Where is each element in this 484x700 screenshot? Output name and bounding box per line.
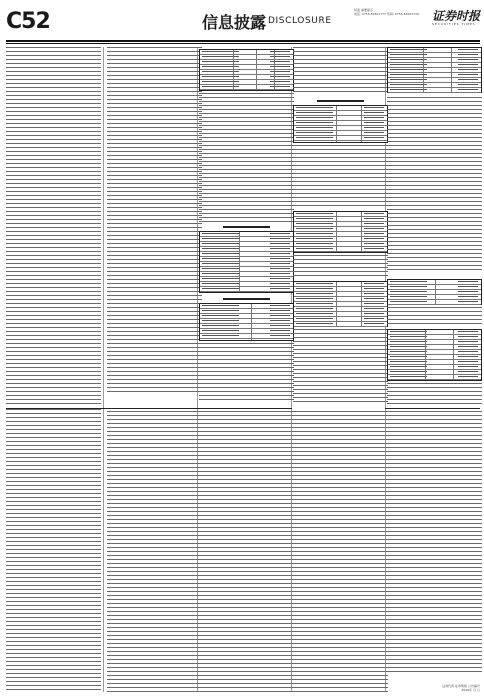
data-table xyxy=(199,49,294,91)
body-text-block xyxy=(387,411,482,673)
column-divider xyxy=(103,47,104,692)
data-table xyxy=(387,279,482,305)
section-title: 信息披露 xyxy=(202,13,267,32)
masthead xyxy=(0,0,484,42)
table-column-line xyxy=(435,280,436,304)
body-text-block xyxy=(293,329,388,403)
table-column-line xyxy=(423,48,424,92)
table-row xyxy=(200,287,293,292)
table-row xyxy=(388,375,481,380)
table-row xyxy=(200,334,293,339)
table-column-line xyxy=(336,212,337,252)
text-column xyxy=(293,47,388,692)
data-table xyxy=(293,105,388,143)
table-column-line xyxy=(336,282,337,326)
data-table xyxy=(387,47,482,93)
meta-line: 版面 重要提示 xyxy=(354,8,373,12)
body-text-block xyxy=(293,255,388,277)
table-column-line xyxy=(233,50,234,90)
table-caption xyxy=(199,297,294,301)
masthead-meta xyxy=(354,8,440,16)
text-column xyxy=(199,47,294,692)
body-text-block xyxy=(199,411,294,692)
table-caption xyxy=(293,99,388,103)
page-number: C52 xyxy=(6,9,50,34)
table-row xyxy=(200,85,293,90)
table-row xyxy=(294,136,387,141)
table-column-line xyxy=(361,106,362,142)
table-column-line xyxy=(361,212,362,252)
body-text-block xyxy=(387,383,482,405)
body-text-block xyxy=(387,97,482,273)
text-column xyxy=(387,47,482,692)
newspaper-logo: 证券时报 xyxy=(432,9,481,23)
newspaper-logo-sub: SECURITIES TIMES xyxy=(432,22,476,26)
table-row xyxy=(294,322,387,327)
body-text-block xyxy=(199,343,294,403)
page-footer xyxy=(386,684,480,692)
data-table xyxy=(199,231,294,293)
body-text-block xyxy=(293,47,388,95)
footer-line: 2020年 月 日 xyxy=(461,688,480,692)
body-text-block xyxy=(107,411,202,692)
header-rule xyxy=(6,43,480,44)
table-caption xyxy=(199,225,294,229)
body-text-block xyxy=(387,307,482,325)
table-column-line xyxy=(425,330,426,380)
body-text-block xyxy=(293,145,388,207)
body-text-block xyxy=(6,47,101,405)
data-table xyxy=(293,281,388,327)
table-column-line xyxy=(251,304,252,340)
body-text-block xyxy=(293,411,388,692)
footer-line: 证券代码 证券简称 公告编号 xyxy=(442,684,480,688)
table-column-line xyxy=(361,282,362,326)
table-column-line xyxy=(336,106,337,142)
header-rule xyxy=(6,40,480,42)
table-column-line xyxy=(451,48,452,92)
table-column-line xyxy=(453,330,454,380)
text-column xyxy=(107,47,202,692)
table-column-line xyxy=(239,232,240,292)
table-row xyxy=(388,88,481,93)
body-text-block xyxy=(199,93,294,223)
data-table xyxy=(387,329,482,381)
body-text-block xyxy=(6,409,101,692)
meta-line: 电话: 0755-83501777 传真: 0755-83501736 xyxy=(354,12,419,16)
table-column-line xyxy=(274,50,275,90)
table-row xyxy=(294,247,387,252)
data-table xyxy=(199,303,294,341)
body-text-block xyxy=(107,47,202,392)
section-title-en: DISCLOSURE xyxy=(268,16,332,26)
data-table xyxy=(293,211,388,253)
text-column xyxy=(6,47,101,692)
table-column-line xyxy=(256,50,257,90)
